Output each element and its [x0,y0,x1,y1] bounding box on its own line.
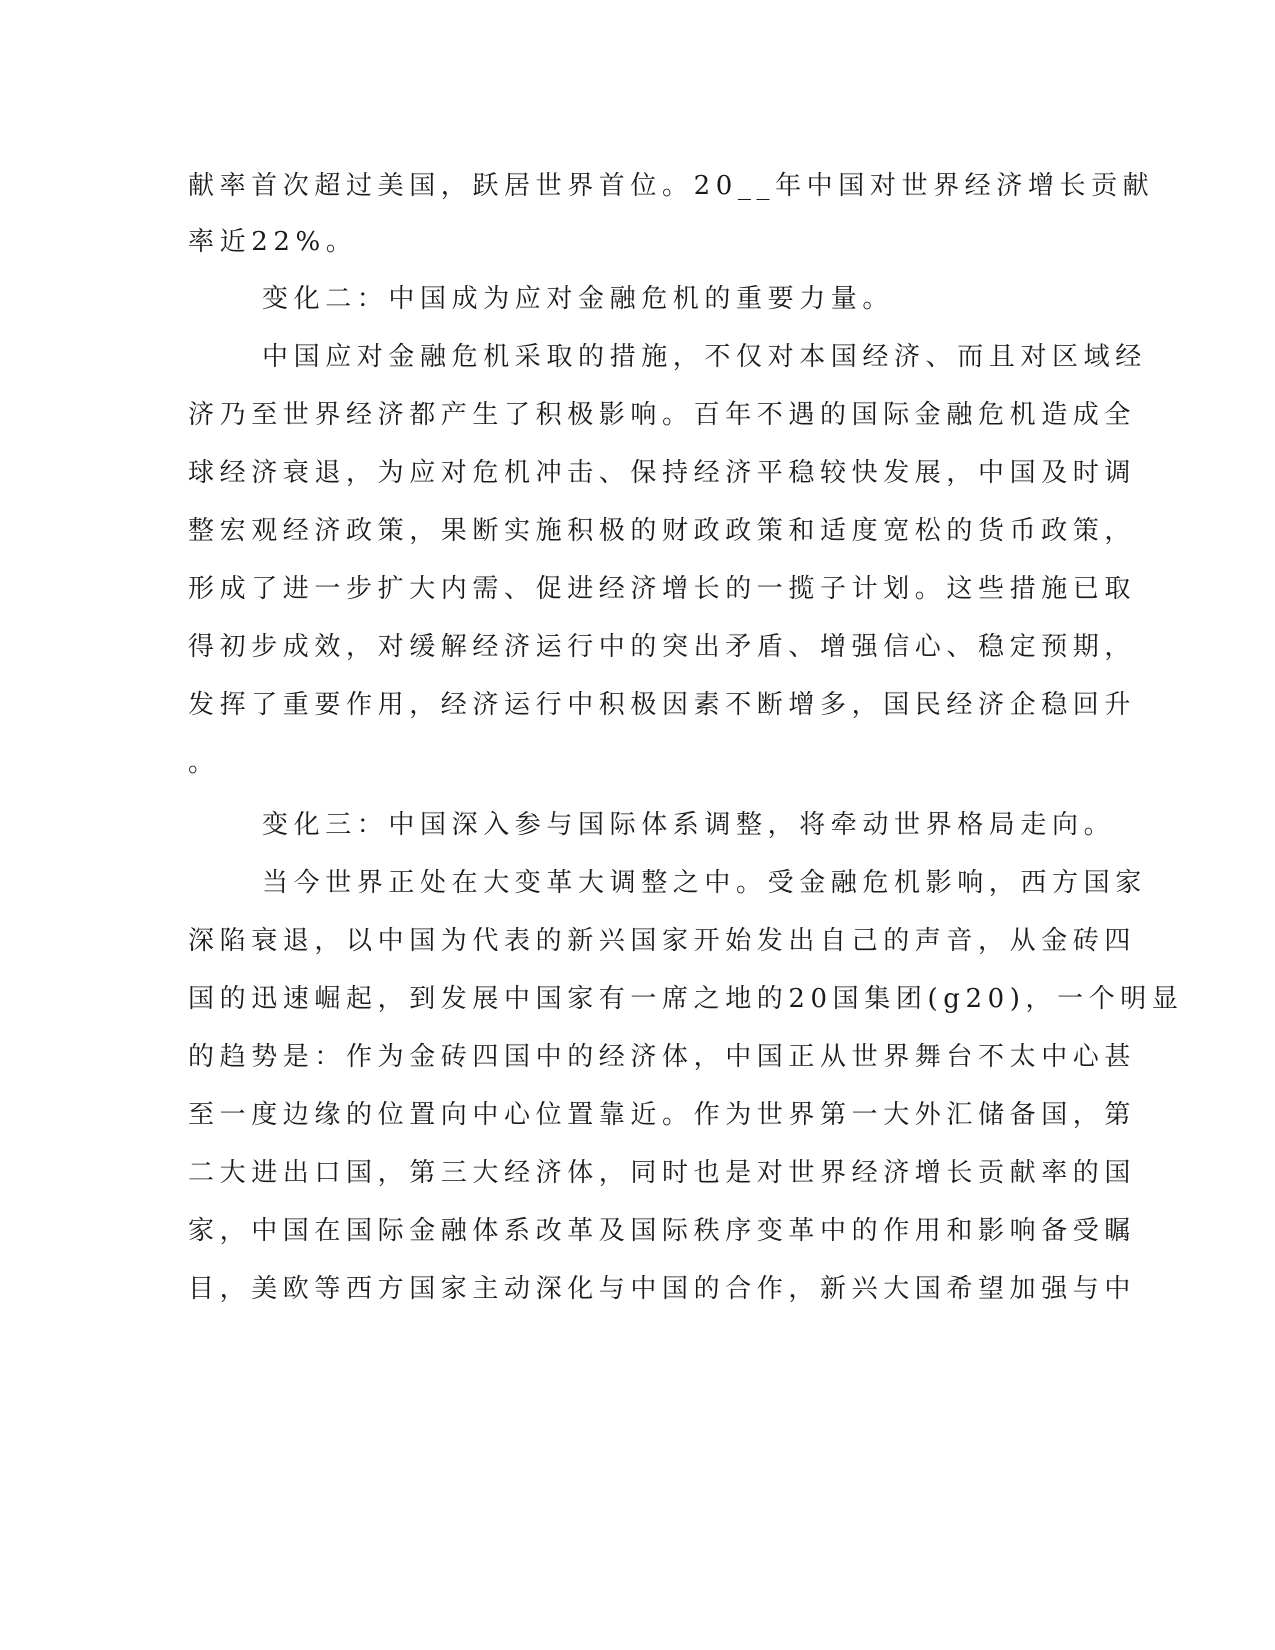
text-line-14: 深陷衰退，以中国为代表的新兴国家开始发出自己的声音，从金砖四 [188,926,1137,956]
text-line-9: 得初步成效，对缓解经济运行中的突出矛盾、增强信心、稳定预期， [188,632,1137,662]
text-line-1: 献率首次超过美国，跃居世界首位。20__年中国对世界经济增长贡献 [188,171,1155,201]
text-line-16: 的趋势是：作为金砖四国中的经济体，中国正从世界舞台不太中心甚 [188,1042,1137,1072]
text-line-8: 形成了进一步扩大内需、促进经济增长的一揽子计划。这些措施已取 [188,574,1137,604]
heading-change-two: 变化二：中国成为应对金融危机的重要力量。 [262,284,895,314]
text-line-7: 整宏观经济政策，果断实施积极的财政政策和适度宽松的货币政策， [188,516,1137,546]
text-line-4: 中国应对金融危机采取的措施，不仅对本国经济、而且对区域经 [262,342,1147,372]
text-line-20: 目，美欧等西方国家主动深化与中国的合作，新兴大国希望加强与中 [188,1274,1137,1304]
text-line-6: 球经济衰退，为应对危机冲击、保持经济平稳较快发展，中国及时调 [188,458,1137,488]
text-line-5: 济乃至世界经济都产生了积极影响。百年不遇的国际金融危机造成全 [188,400,1137,430]
text-line-15: 国的迅速崛起，到发展中国家有一席之地的20国集团(g20)，一个明显 [188,984,1184,1014]
text-line-17: 至一度边缘的位置向中心位置靠近。作为世界第一大外汇储备国，第 [188,1100,1137,1130]
text-line-19: 家，中国在国际金融体系改革及国际秩序变革中的作用和影响备受瞩 [188,1216,1137,1246]
text-line-10: 发挥了重要作用，经济运行中积极因素不断增多，国民经济企稳回升 [188,690,1137,720]
text-line-18: 二大进出口国，第三大经济体，同时也是对世界经济增长贡献率的国 [188,1158,1137,1188]
text-line-13: 当今世界正处在大变革大调整之中。受金融危机影响，西方国家 [262,868,1147,898]
text-line-11: 。 [188,748,220,778]
text-line-2: 率近22%。 [188,227,358,257]
heading-change-three: 变化三：中国深入参与国际体系调整，将牵动世界格局走向。 [262,810,1116,840]
